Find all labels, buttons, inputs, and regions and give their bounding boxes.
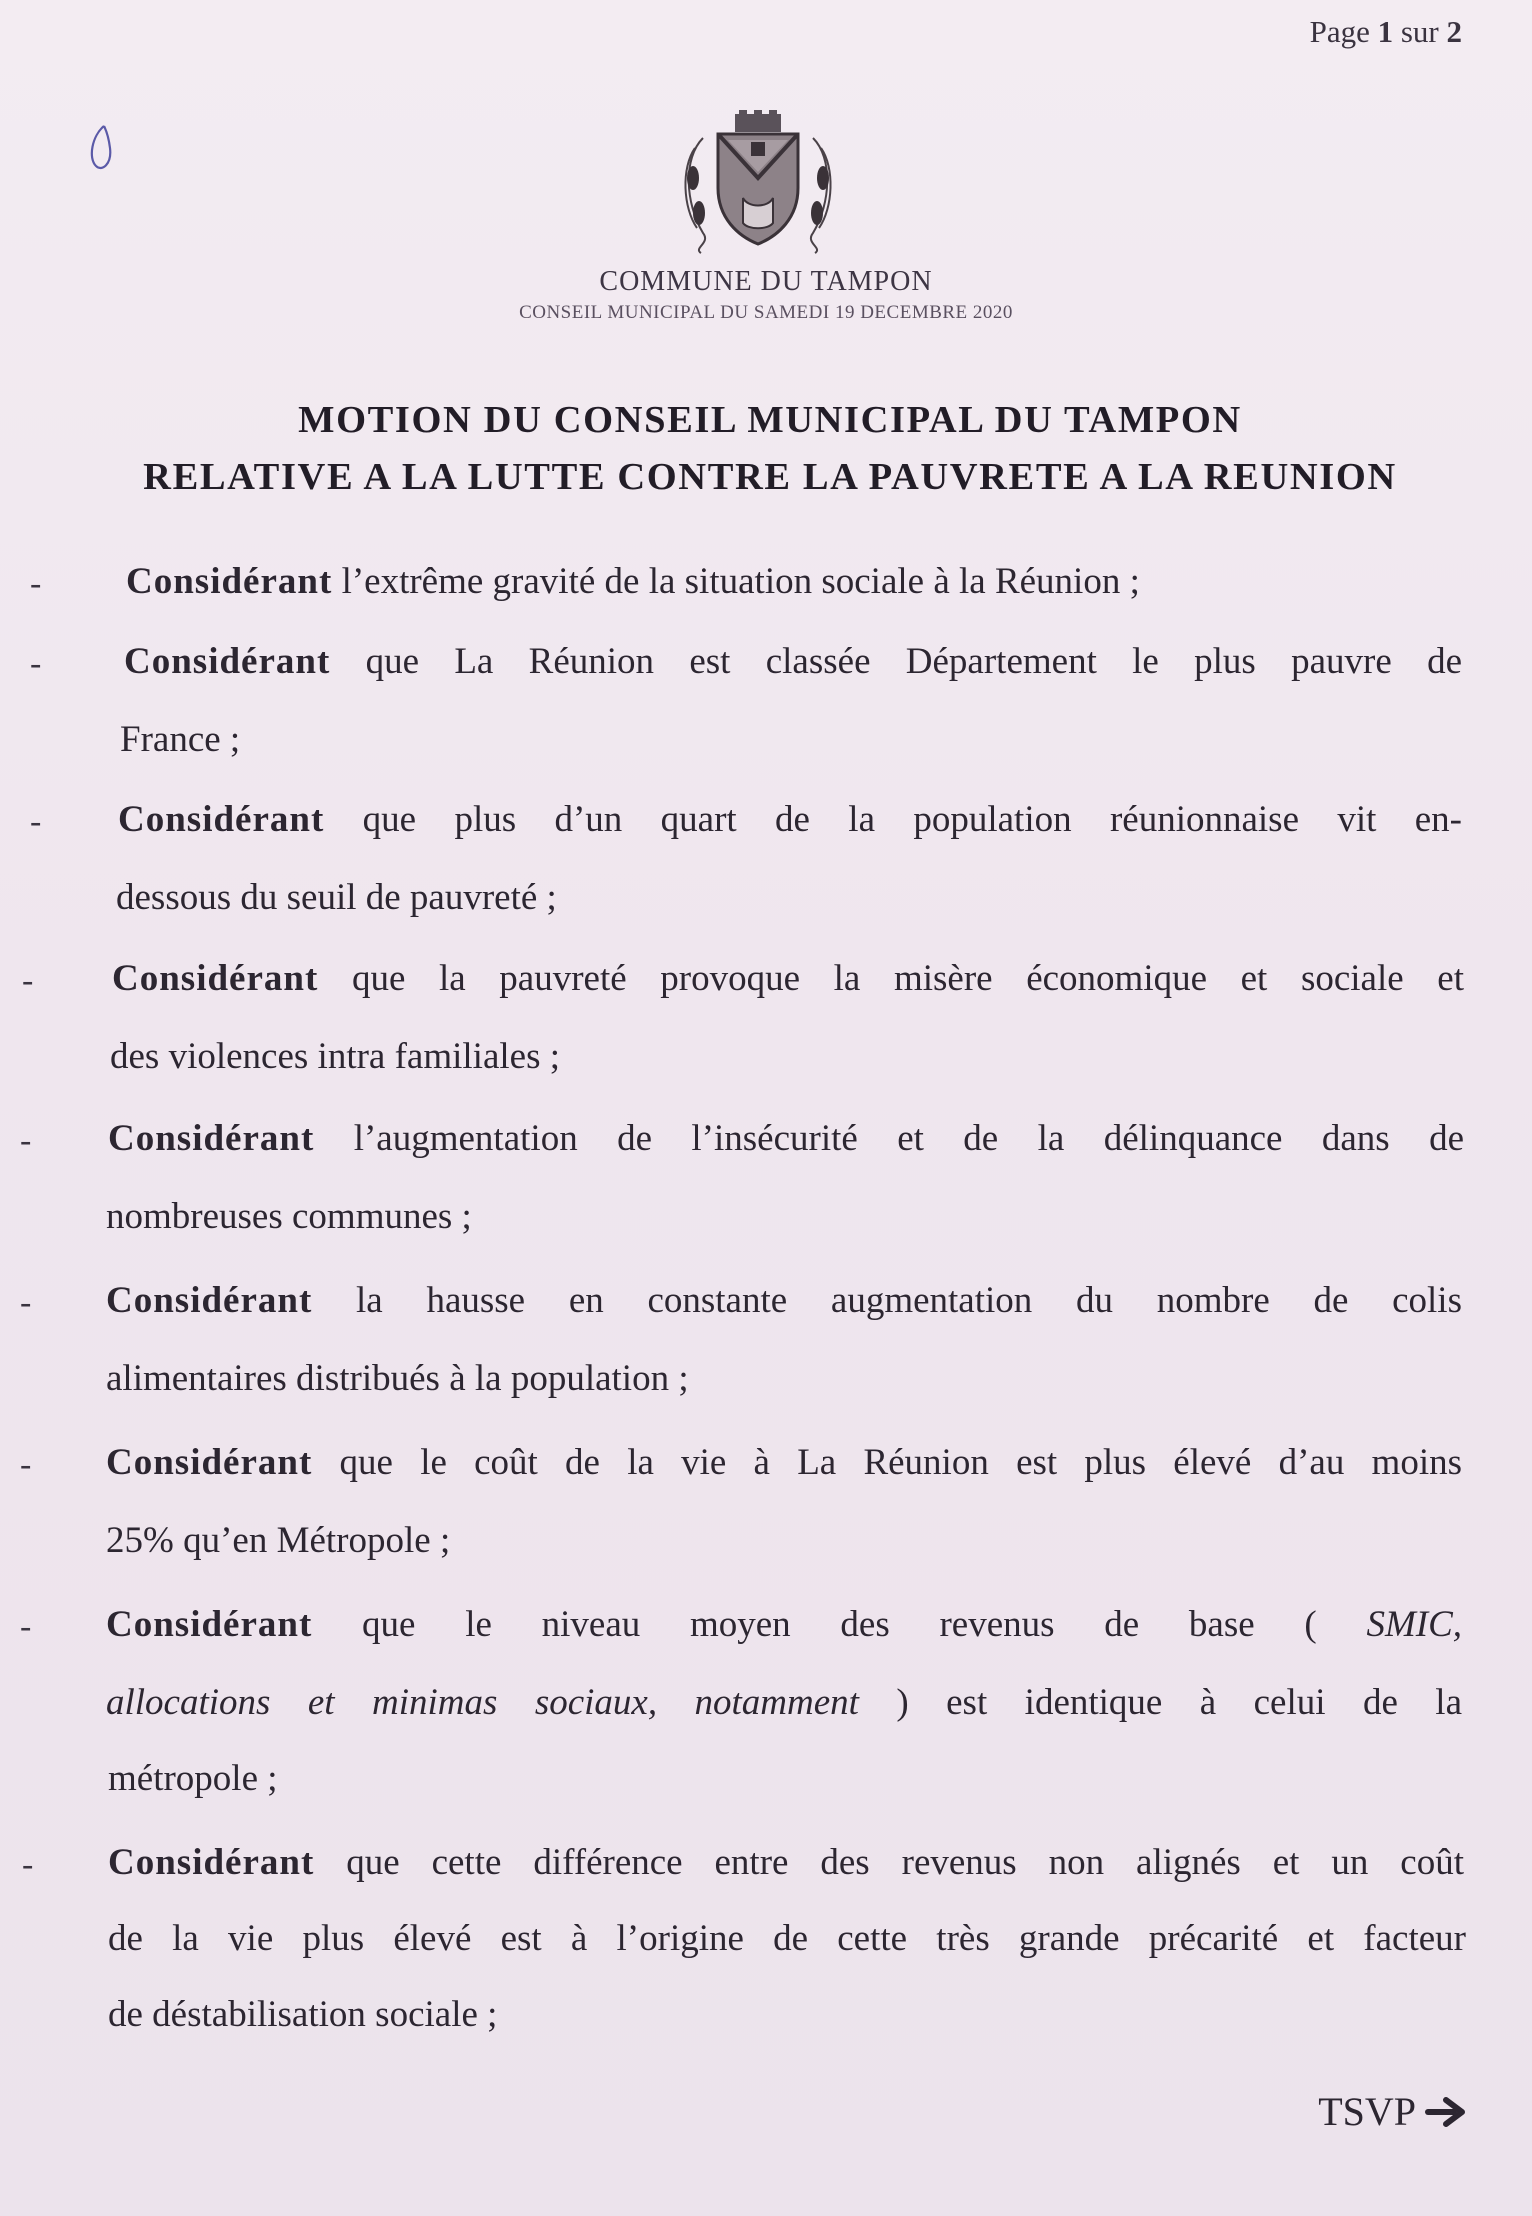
item-text-italic: SMIC, [1366,1604,1463,1645]
considerant-keyword: Considérant [106,1604,313,1645]
item-line [118,797,1462,843]
page-number: Page 1 sur 2 [1309,14,1462,49]
handwritten-mark [82,118,132,178]
item-line [106,1518,450,1564]
bullet-dash: - [22,962,34,999]
item-text: nombreuses communes ; [106,1196,472,1237]
considerant-keyword: Considérant [106,1280,313,1321]
item-text: que cette différence entre des revenus non alignés et un coût [346,1842,1464,1883]
bullet-dash: - [22,1846,34,1883]
item-line [120,717,240,763]
item-text: métropole ; [108,1758,278,1799]
item-text: 25% qu’en Métropole ; [106,1520,451,1561]
item-line [106,1194,472,1240]
item-line [108,1116,1464,1162]
item-text: la hausse en constante augmentation du nombre de colis [356,1280,1462,1321]
bullet-dash: - [20,1122,32,1159]
council-session-date: CONSEIL MUNICIPAL DU SAMEDI 19 DECEMBRE 2020 [519,302,1013,323]
considerant-keyword: Considérant [124,641,331,682]
considerant-keyword: Considérant [112,958,319,999]
item-line [108,1840,1464,1886]
item-line [106,1440,1462,1486]
bullet-dash: - [30,645,42,682]
item-line [106,1602,1462,1648]
item-text-italic: allocations et minimas sociaux, notamment [106,1682,859,1723]
item-text: que La Réunion est classée Département le plus pauvre de [365,641,1463,682]
item-text: France ; [120,719,241,760]
item-text: que plus d’un quart de la population réunionnaise vit en- [362,799,1463,840]
item-text: ) est identique à celui de la [896,1682,1463,1723]
item-text: alimentaires distribués à la population ; [106,1358,689,1399]
item-text: de la vie plus élevé est à l’origine de cette très grande précarité et facteur [108,1918,1466,1959]
municipal-coat-of-arms-emblem [673,108,843,258]
item-line [112,956,1464,1002]
considerant-keyword: Considérant [108,1118,315,1159]
bullet-dash: - [20,1446,32,1483]
item-text: de déstabilisation sociale ; [108,1994,498,2035]
motion-title-line-1: MOTION DU CONSEIL MUNICIPAL DU TAMPON [298,399,1242,441]
item-line [106,1680,1462,1726]
item-line [108,1756,278,1802]
item-line [108,1992,497,2038]
item-line [108,1916,1466,1962]
item-line [110,1034,560,1080]
considerant-keyword: Considérant [126,561,333,602]
item-text: que le coût de la vie à La Réunion est plus élevé d’au moins [339,1442,1463,1483]
arrow-right-icon [1424,2095,1468,2129]
item-text: l’augmentation de l’insécurité et de la délinquance dans de [353,1118,1464,1159]
bullet-dash: - [20,1284,32,1321]
item-text: des violences intra familiales ; [110,1036,561,1077]
item-line [124,639,1462,685]
item-line [126,559,1406,605]
item-line [106,1278,1462,1324]
motion-title-line-2: RELATIVE A LA LUTTE CONTRE LA PAUVRETE A LA REUNION [143,456,1397,498]
continue-overleaf-note [1318,2088,1468,2135]
item-text: que la pauvreté provoque la misère économique et sociale et [351,958,1464,999]
bullet-dash: - [30,803,42,840]
item-line [116,875,557,921]
considerant-keyword: Considérant [118,799,325,840]
bullet-dash: - [20,1608,32,1645]
tsvp-label: TSVP [1318,2089,1416,2134]
considerant-keyword: Considérant [106,1442,313,1483]
bullet-dash: - [30,565,42,602]
commune-name: COMMUNE DU TAMPON [599,266,933,297]
item-text: l’extrême gravité de la situation sociale à la Réunion ; [341,561,1140,602]
item-text: dessous du seuil de pauvreté ; [116,877,557,918]
considerant-keyword: Considérant [108,1842,315,1883]
item-line [106,1356,689,1402]
item-text: que le niveau moyen des revenus de base ( [362,1604,1317,1645]
